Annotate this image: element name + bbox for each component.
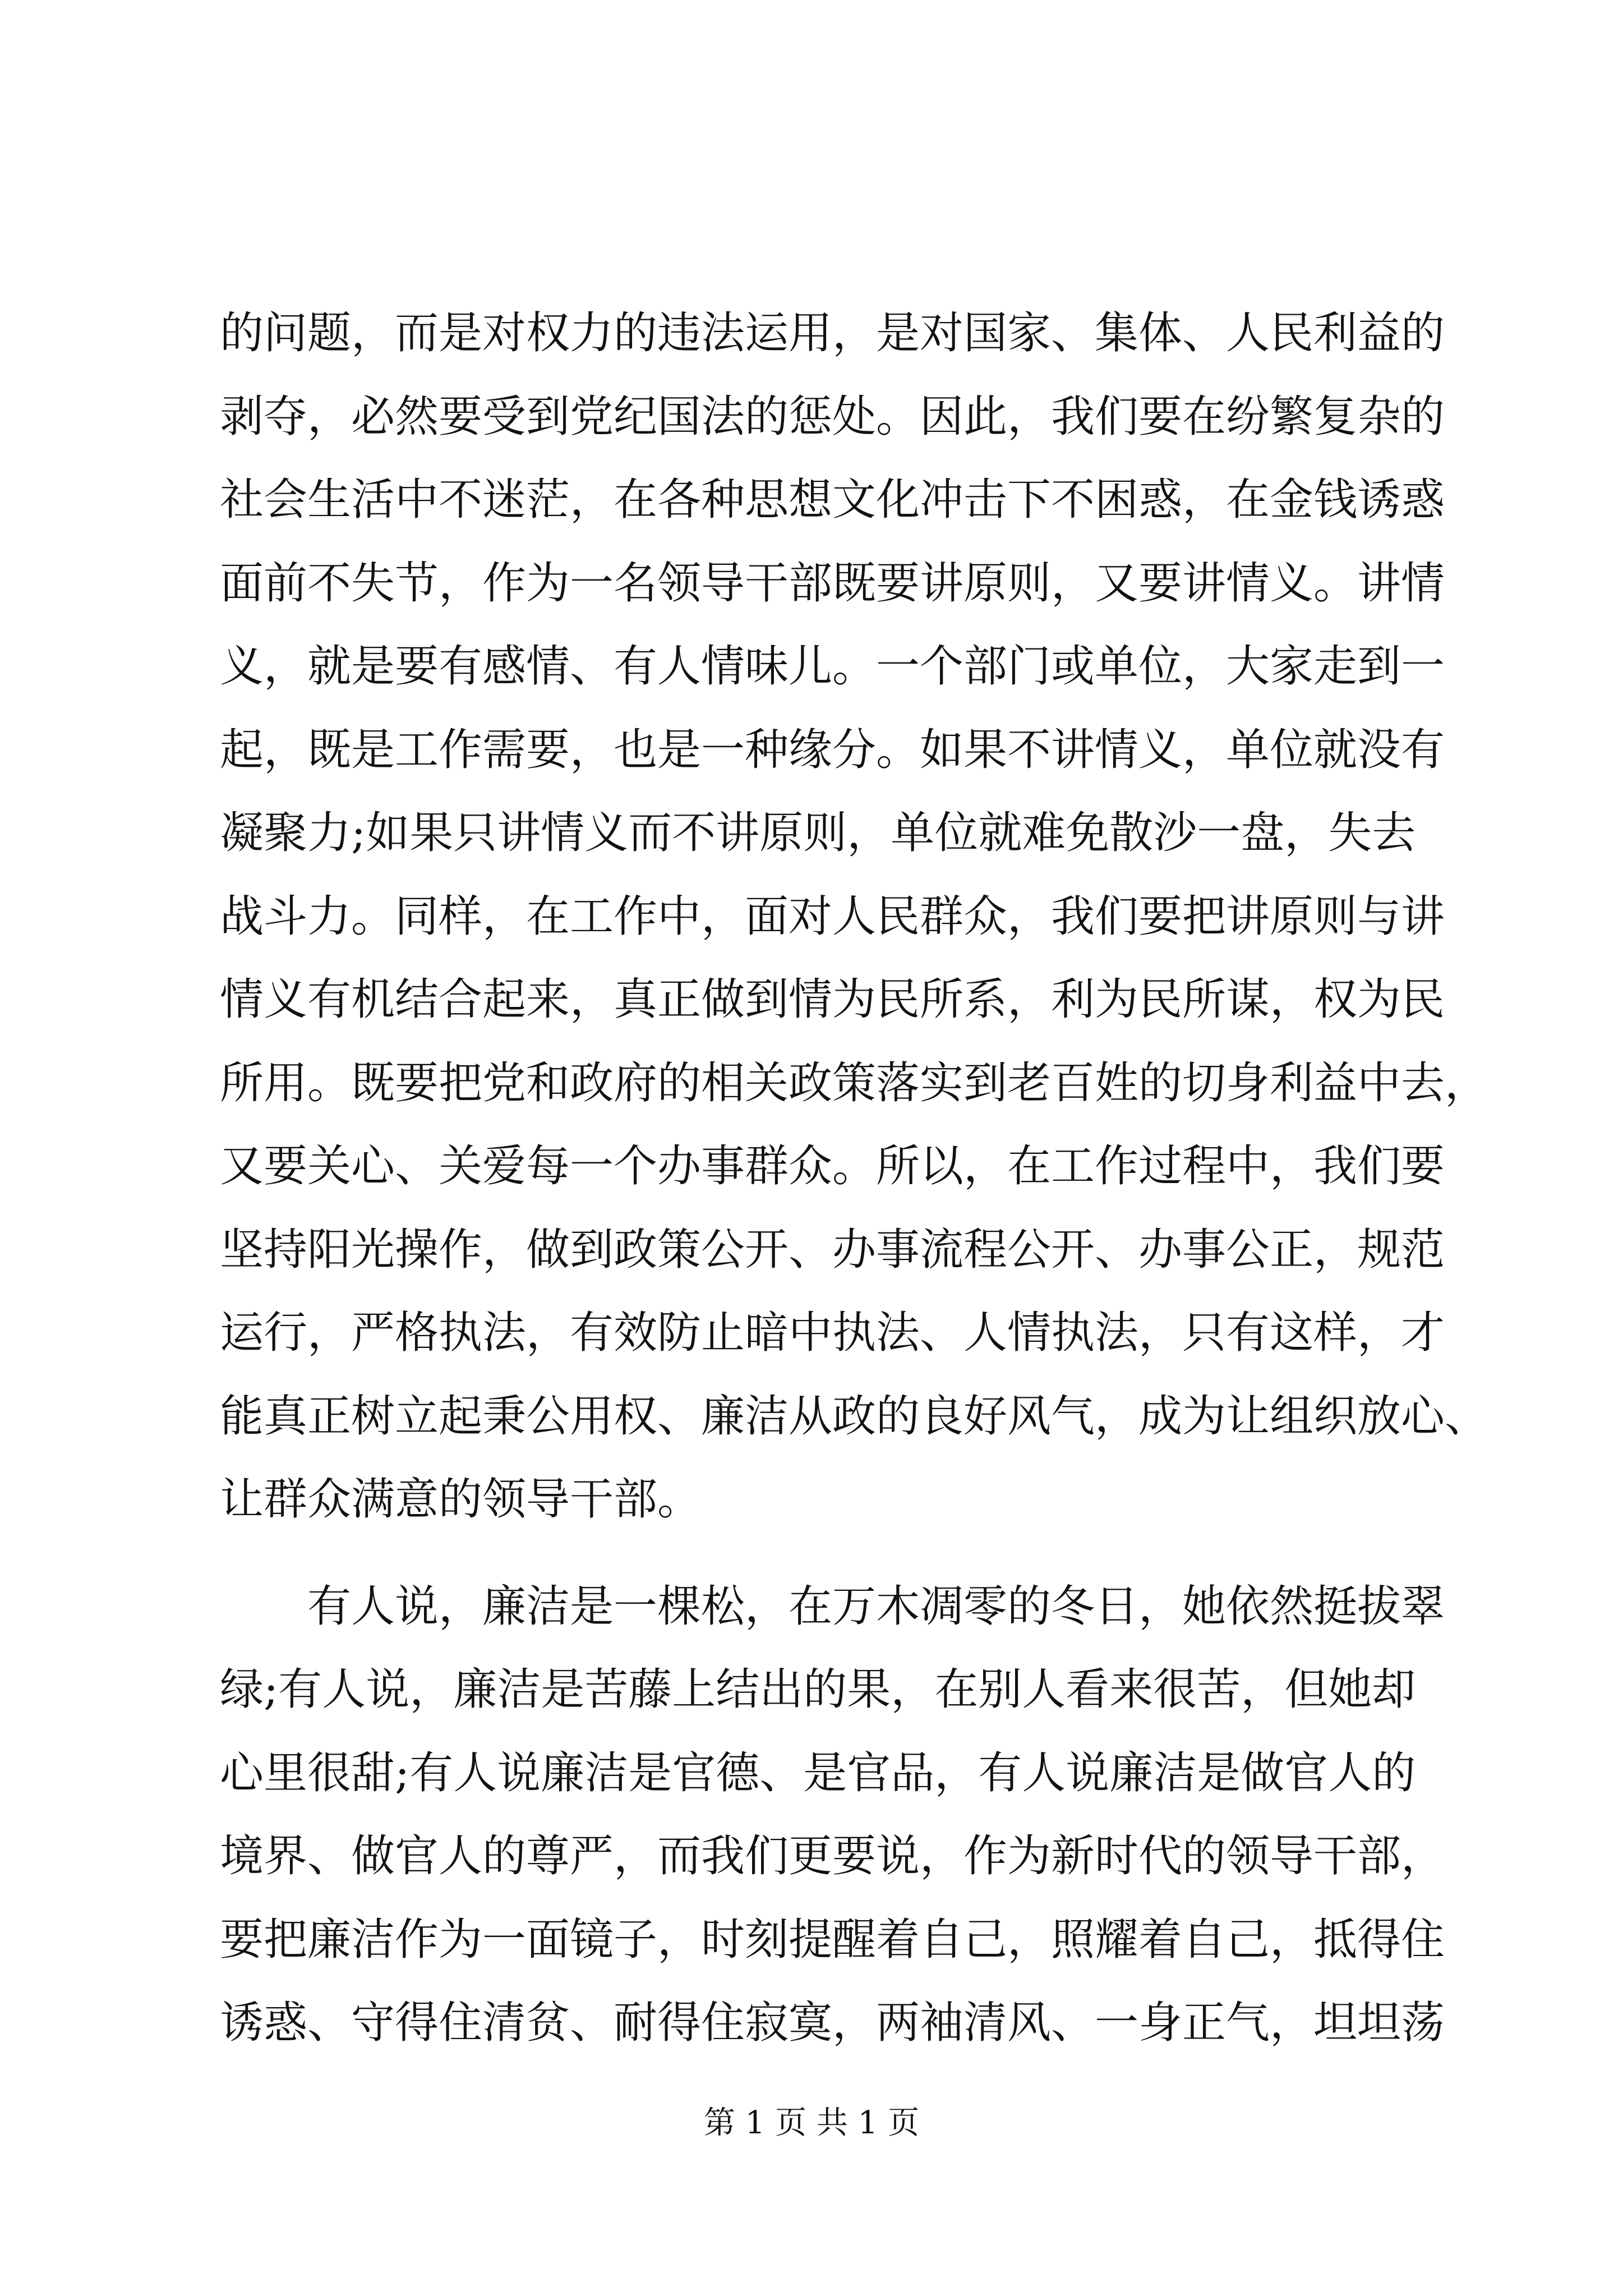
paragraph-2 [220, 1565, 1445, 2065]
text-line: 绿;有人说，廉洁是苦藤上结出的果，在别人看来很苦，但她却 [220, 1664, 1416, 1715]
text-line: 能真正树立起秉公用权、廉洁从政的良好风气，成为让组织放心、 [220, 1391, 1489, 1442]
text-line: 凝聚力;如果只讲情义而不讲原则，单位就难免散沙一盘，失去 [220, 808, 1416, 858]
text-line: 所用。既要把党和政府的相关政策落实到老百姓的切身利益中去， [220, 1057, 1489, 1108]
text-line: 心里很甜;有人说廉洁是官德、是官品，有人说廉洁是做官人的 [220, 1747, 1416, 1798]
text-line: 社会生活中不迷茫，在各种思想文化冲击下不困惑，在金钱诱惑 [220, 475, 1445, 525]
text-line: 有人说，廉洁是一棵松，在万木凋零的冬日，她依然挺拔翠 [307, 1581, 1445, 1632]
text-line: 面前不失节，作为一名领导干部既要讲原则，又要讲情义。讲情 [220, 558, 1445, 609]
text-line: 要把廉洁作为一面镜子，时刻提醒着自己，照耀着自己，抵得住 [220, 1914, 1445, 1965]
document-body [220, 292, 1489, 2065]
text-line: 让群众满意的领导干部。 [220, 1474, 702, 1525]
text-line: 坚持阳光操作，做到政策公开、办事流程公开、办事公正，规范 [220, 1224, 1445, 1275]
paragraph-gap [220, 1542, 1414, 1565]
text-line: 运行，严格执法，有效防止暗中执法、人情执法，只有这样，才 [220, 1308, 1445, 1358]
text-line: 起，既是工作需要，也是一种缘分。如果不讲情义，单位就没有 [220, 724, 1445, 775]
text-line: 情义有机结合起来，真正做到情为民所系，利为民所谋，权为民 [220, 974, 1445, 1025]
text-line: 的问题，而是对权力的违法运用，是对国家、集体、人民利益的 [220, 308, 1445, 358]
page-footer [0, 2104, 1623, 2143]
text-line: 境界、做官人的尊严，而我们更要说，作为新时代的领导干部， [220, 1831, 1445, 1881]
text-line: 剥夺，必然要受到党纪国法的惩处。因此，我们要在纷繁复杂的 [220, 391, 1445, 442]
text-line: 又要关心、关爱每一个办事群众。所以，在工作过程中，我们要 [220, 1141, 1445, 1191]
text-line: 战斗力。同样，在工作中，面对人民群众，我们要把讲原则与讲 [220, 891, 1445, 942]
text-line: 诱惑、守得住清贫、耐得住寂寞，两袖清风、一身正气，坦坦荡 [220, 1998, 1445, 2048]
text-line: 义，就是要有感情、有人情味儿。一个部门或单位，大家走到一 [220, 641, 1445, 692]
paragraph-1 [220, 292, 1489, 1542]
page-number: 第 1 页 共 1 页 [703, 2105, 920, 2141]
